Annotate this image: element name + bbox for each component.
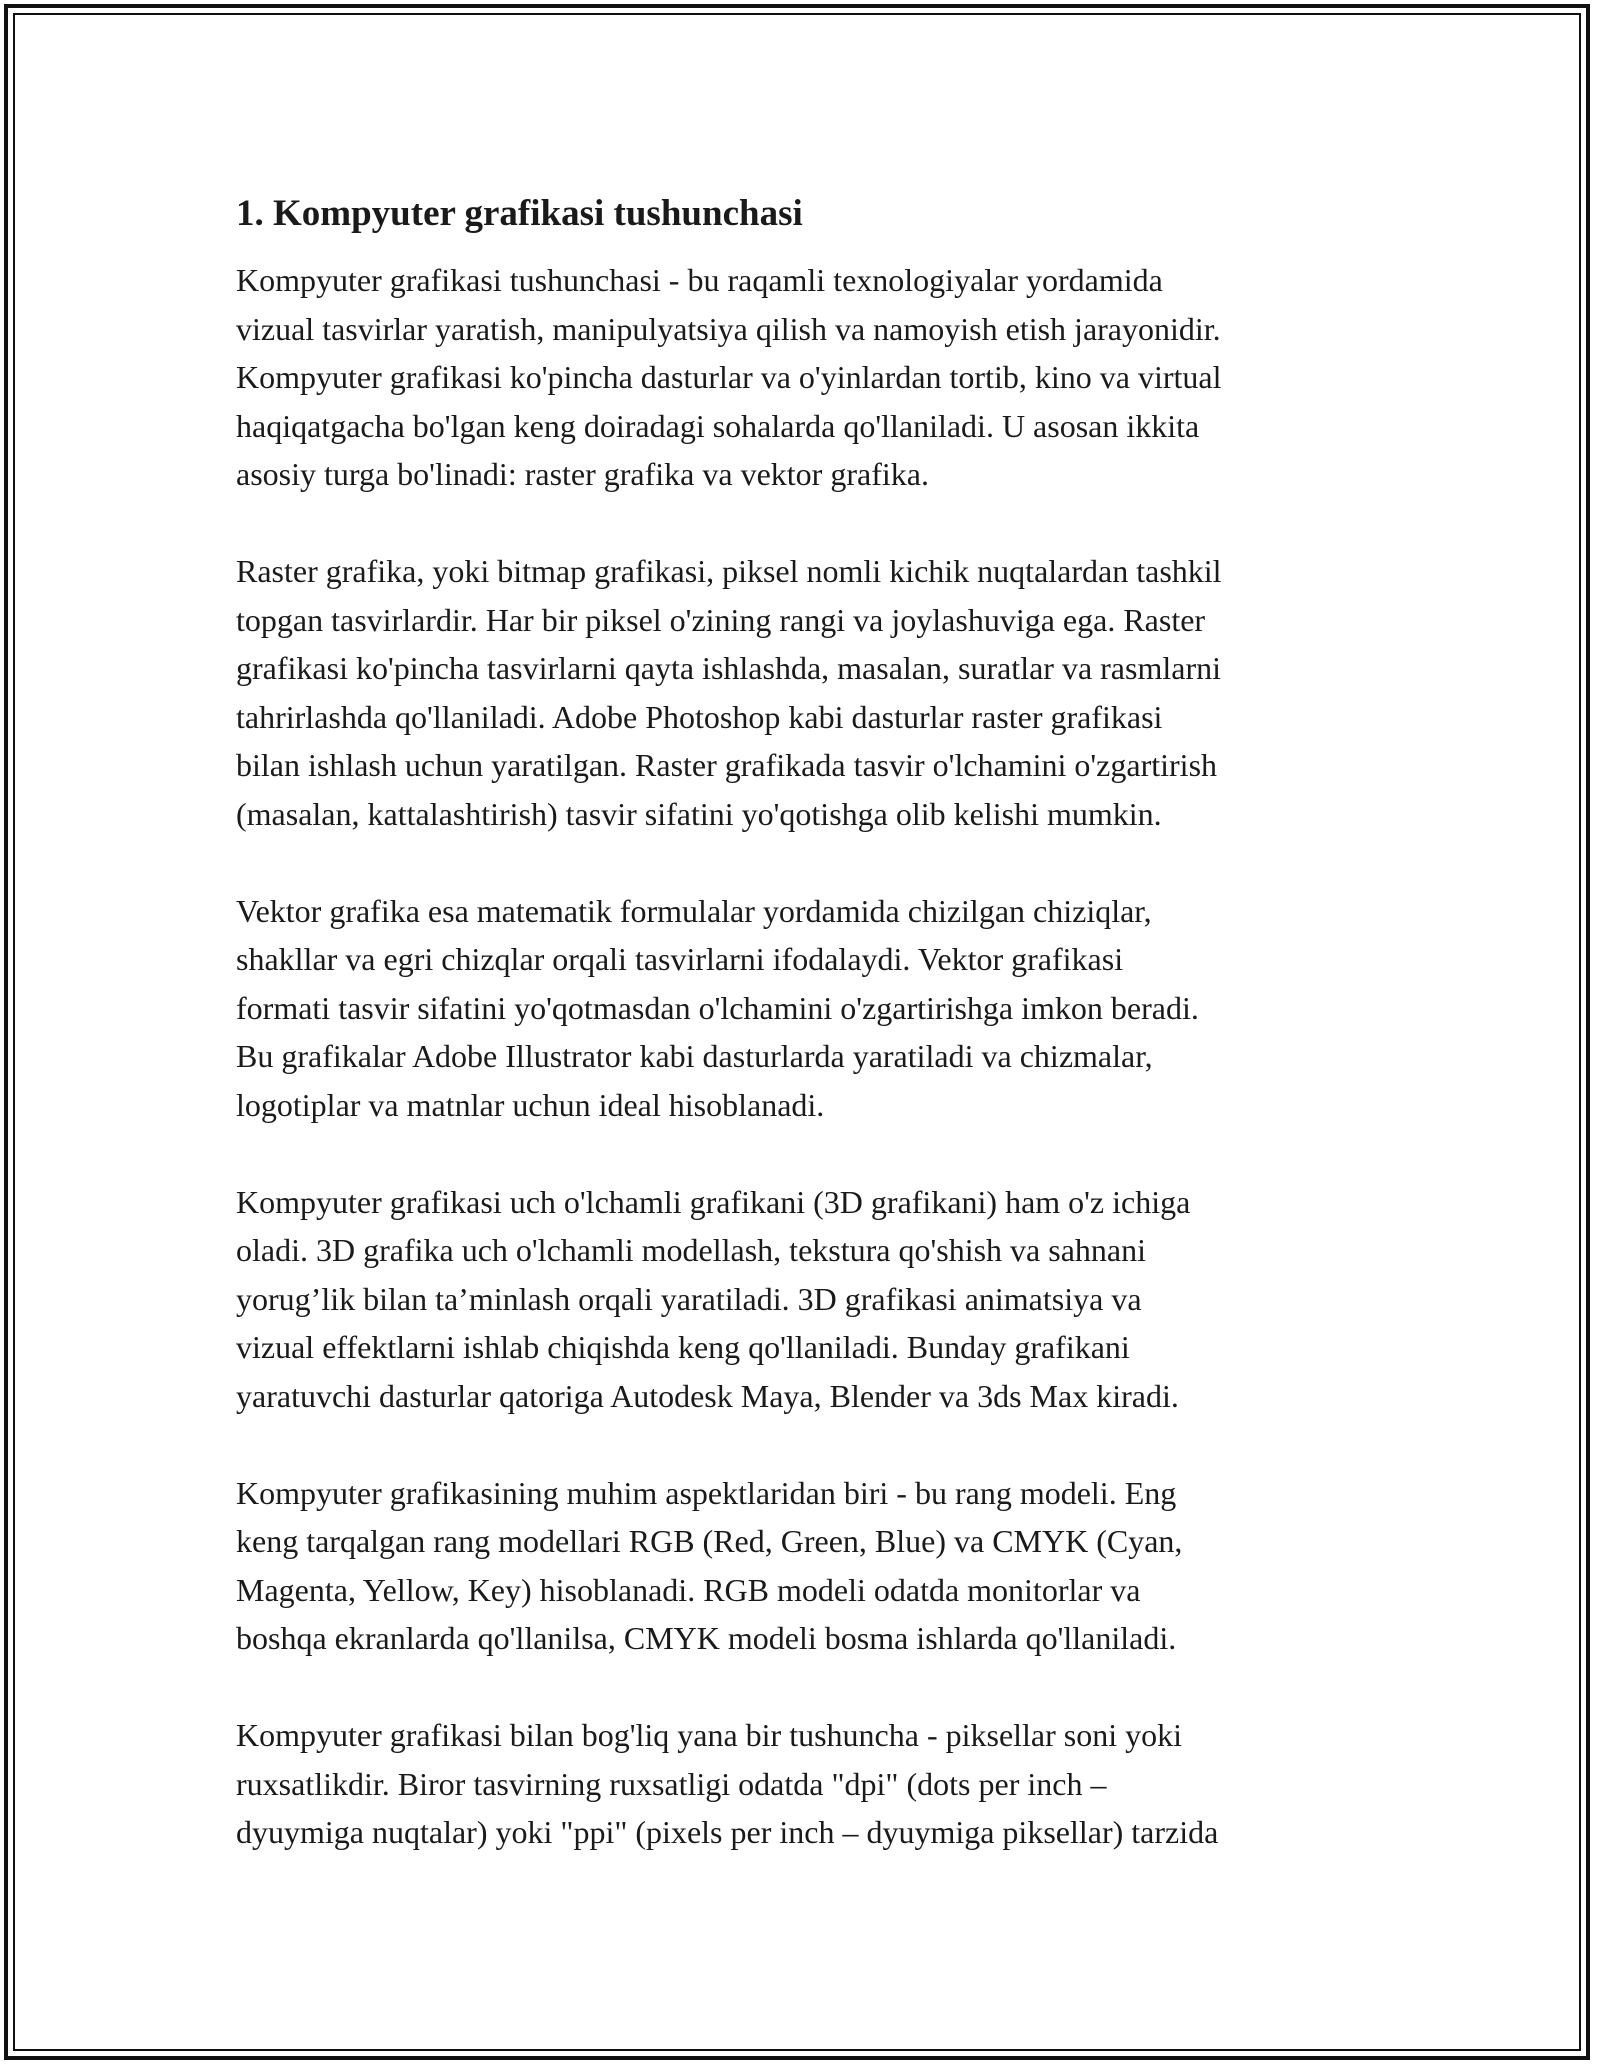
paragraph-raster: Raster grafika, yoki bitmap grafikasi, piksel nomli kichik nuqtalardan tashkil topgan tasvirlardir. Har bir piksel o'zining rangi va joylashuviga ega. Raster grafikasi ko'pincha tasvirlarni qayta ishlashda, masalan, suratlar va rasmlarni tahrirlashda qo'llaniladi. Adobe Photoshop kabi dasturlar raster grafikasi bilan ishlash uchun yaratilgan. Raster grafikada tasvir o'lchamini o'zgartirish (masalan, kattalashtirish) tasvir sifatini yo'qotishga olib kelishi mumkin. <box>236 553 1222 832</box>
paragraph-3d: Kompyuter grafikasi uch o'lchamli grafikani (3D grafikani) ham o'z ichiga oladi. 3D grafika uch o'lchamli modellash, tekstura qo'shish va sahnani yorug’lik bilan ta’minlash orqali yaratiladi. 3D grafikasi animatsiya va vizual effektlarni ishlab chiqishda keng qo'llaniladi. Bunday grafikani yaratuvchi dasturlar qatoriga Autodesk Maya, Blender va 3ds Max kiradi. <box>236 1183 1191 1414</box>
section-title: 1. Kompyuter grafikasi tushunchasi <box>236 193 803 234</box>
document-body <box>236 186 1396 1857</box>
paragraph-color-model: Kompyuter grafikasining muhim aspektlaridan biri - bu rang modeli. Eng keng tarqalgan rang modellari RGB (Red, Green, Blue) va CMYK (Cyan, Magenta, Yellow, Key) hisoblanadi. RGB modeli odatda monitorlar va boshqa ekranlarda qo'llanilsa, CMYK modeli bosma ishlarda qo'llaniladi. <box>236 1474 1183 1656</box>
paragraph-resolution: Kompyuter grafikasi bilan bog'liq yana bir tushuncha - piksellar soni yoki ruxsatlikdir. Biror tasvirning ruxsatligi odatda "dpi" (dots per inch – dyuymiga nuqtalar) yoki "ppi" (pixels per inch – dyuymiga piksellar) tarzida <box>236 1717 1219 1850</box>
paragraph-vector: Vektor grafika esa matematik formulalar yordamida chizilgan chiziqlar, shakllar va egri chizqlar orqali tasvirlarni ifodalaydi. Vektor grafikasi formati tasvir sifatini yo'qotmasdan o'lchamini o'zgartirishga imkon beradi. Bu grafikalar Adobe Illustrator kabi dasturlarda yaratiladi va chizmalar, logotiplar va matnlar uchun ideal hisoblanadi. <box>236 892 1199 1123</box>
paragraph-intro: Kompyuter grafikasi tushunchasi - bu raqamli texnologiyalar yordamida vizual tasvirlar yaratish, manipulyatsiya qilish va namoyish etish jarayonidir. Kompyuter grafikasi ko'pincha dasturlar va o'yinlardan tortib, kino va virtual haqiqatgacha bo'lgan keng doiradagi sohalarda qo'llaniladi. U asosan ikkita asosiy turga bo'linadi: raster grafika va vektor grafika. <box>236 262 1222 492</box>
